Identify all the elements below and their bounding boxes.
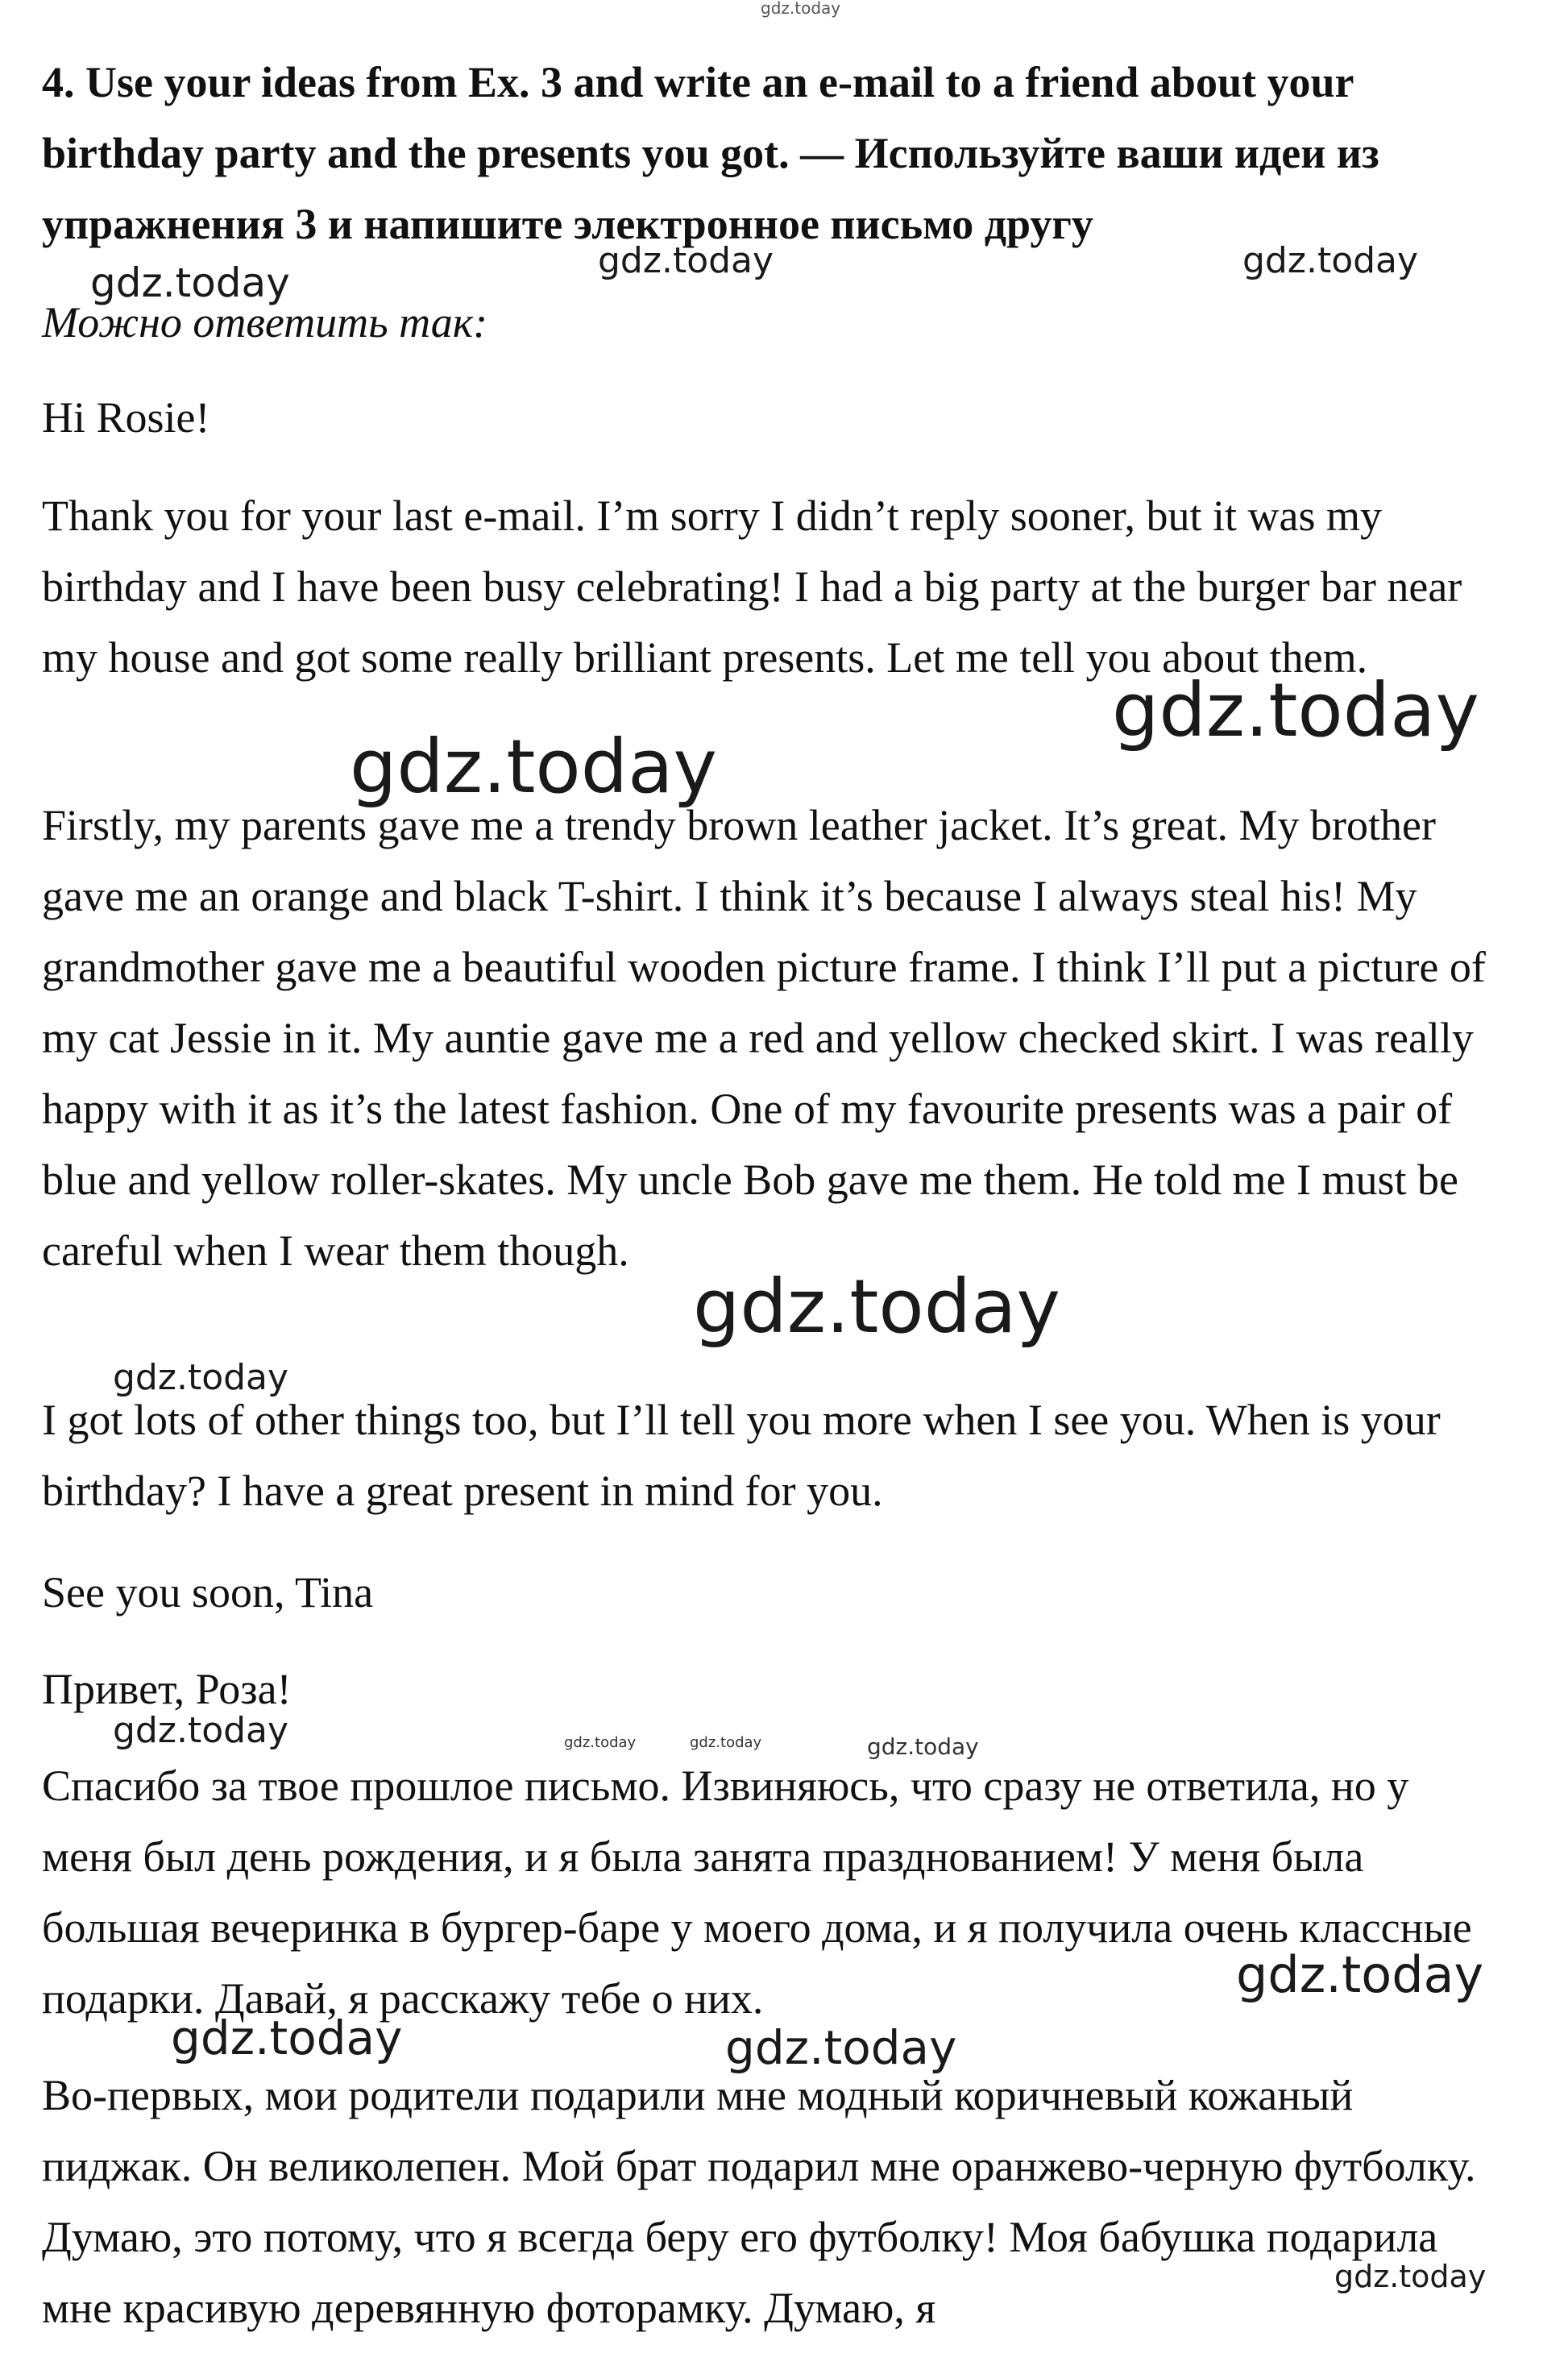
- signoff-en: See you soon, Tina: [42, 1568, 374, 1616]
- greeting-en: Hi Rosie!: [42, 393, 210, 442]
- watermark: gdz.today: [350, 724, 717, 810]
- watermark: gdz.today: [1112, 667, 1479, 753]
- paragraph-en-2: Firstly, my parents gave me a trendy brown leather jacket. It’s great. My brother gave me an orange and black T-shirt. I think it’s because I always steal his! My grandmother gave me a beautiful wooden picture frame. I think I’ll put a picture of my cat Jessie in it. My auntie gave me a red and yellow checked skirt. I was really happy with it as it’s the latest fashion. One of my favourite presents was a pair of blue and yellow roller-skates. My uncle Bob gave me them. He told me I must be careful when I wear them though.: [42, 801, 1486, 1275]
- watermark: gdz.today: [564, 1734, 637, 1751]
- watermark: gdz.today: [867, 1733, 979, 1760]
- paragraph-ru-2: Во-первых, мои родители подарили мне модный коричневый кожаный пиджак. Он великолепен. Мой брат подарил мне оранжево-черную футболку. Думаю, это потому, что я всегда беру его футболку! Моя бабушка подарила мне красивую деревянную фоторамку. Думаю, я: [42, 2071, 1476, 2332]
- watermark: gdz.today: [1242, 240, 1419, 281]
- watermark: gdz.today: [725, 2020, 957, 2075]
- paragraph-en-3: I got lots of other things too, but I’ll tell you more when I see you. When is your birthday? I have a great present in mind for you.: [42, 1396, 1441, 1515]
- watermark: gdz.today: [598, 240, 774, 281]
- watermark: gdz.today: [113, 1710, 289, 1751]
- watermark: gdz.today: [90, 259, 290, 306]
- answer-intro: Можно ответить так:: [42, 298, 488, 347]
- paragraph-ru-1: Спасибо за твое прошлое письмо. Извиняюсь, что сразу не ответила, но у меня был день рождения, и я была занята празднованием! У меня была большая вечеринка в бургер-баре у моего дома, и я получила очень классные подарки. Давай, я расскажу тебе о них.: [42, 1762, 1472, 2023]
- watermark: gdz.today: [1334, 2259, 1487, 2294]
- watermark: gdz.today: [113, 1357, 289, 1398]
- paragraph-en-1: Thank you for your last e-mail. I’m sorry I didn’t reply sooner, but it was my birthday and I have been busy celebrating! I had a big party at the burger bar near my house and got some really brilliant presents. Let me tell you about them.: [42, 492, 1462, 682]
- watermark: gdz.today: [1236, 1945, 1484, 2004]
- watermark: gdz.today: [171, 2011, 403, 2065]
- exercise-heading: 4. Use your ideas from Ex. 3 and write an e-mail to a friend about your birthday party and the presents you got. — Используйте ваши идеи из упражнения 3 и напишите электронное письмо другу: [42, 58, 1379, 248]
- watermark: gdz.today: [761, 0, 841, 18]
- watermark: gdz.today: [690, 1734, 762, 1751]
- greeting-ru: Привет, Роза!: [42, 1665, 292, 1713]
- watermark: gdz.today: [693, 1264, 1060, 1350]
